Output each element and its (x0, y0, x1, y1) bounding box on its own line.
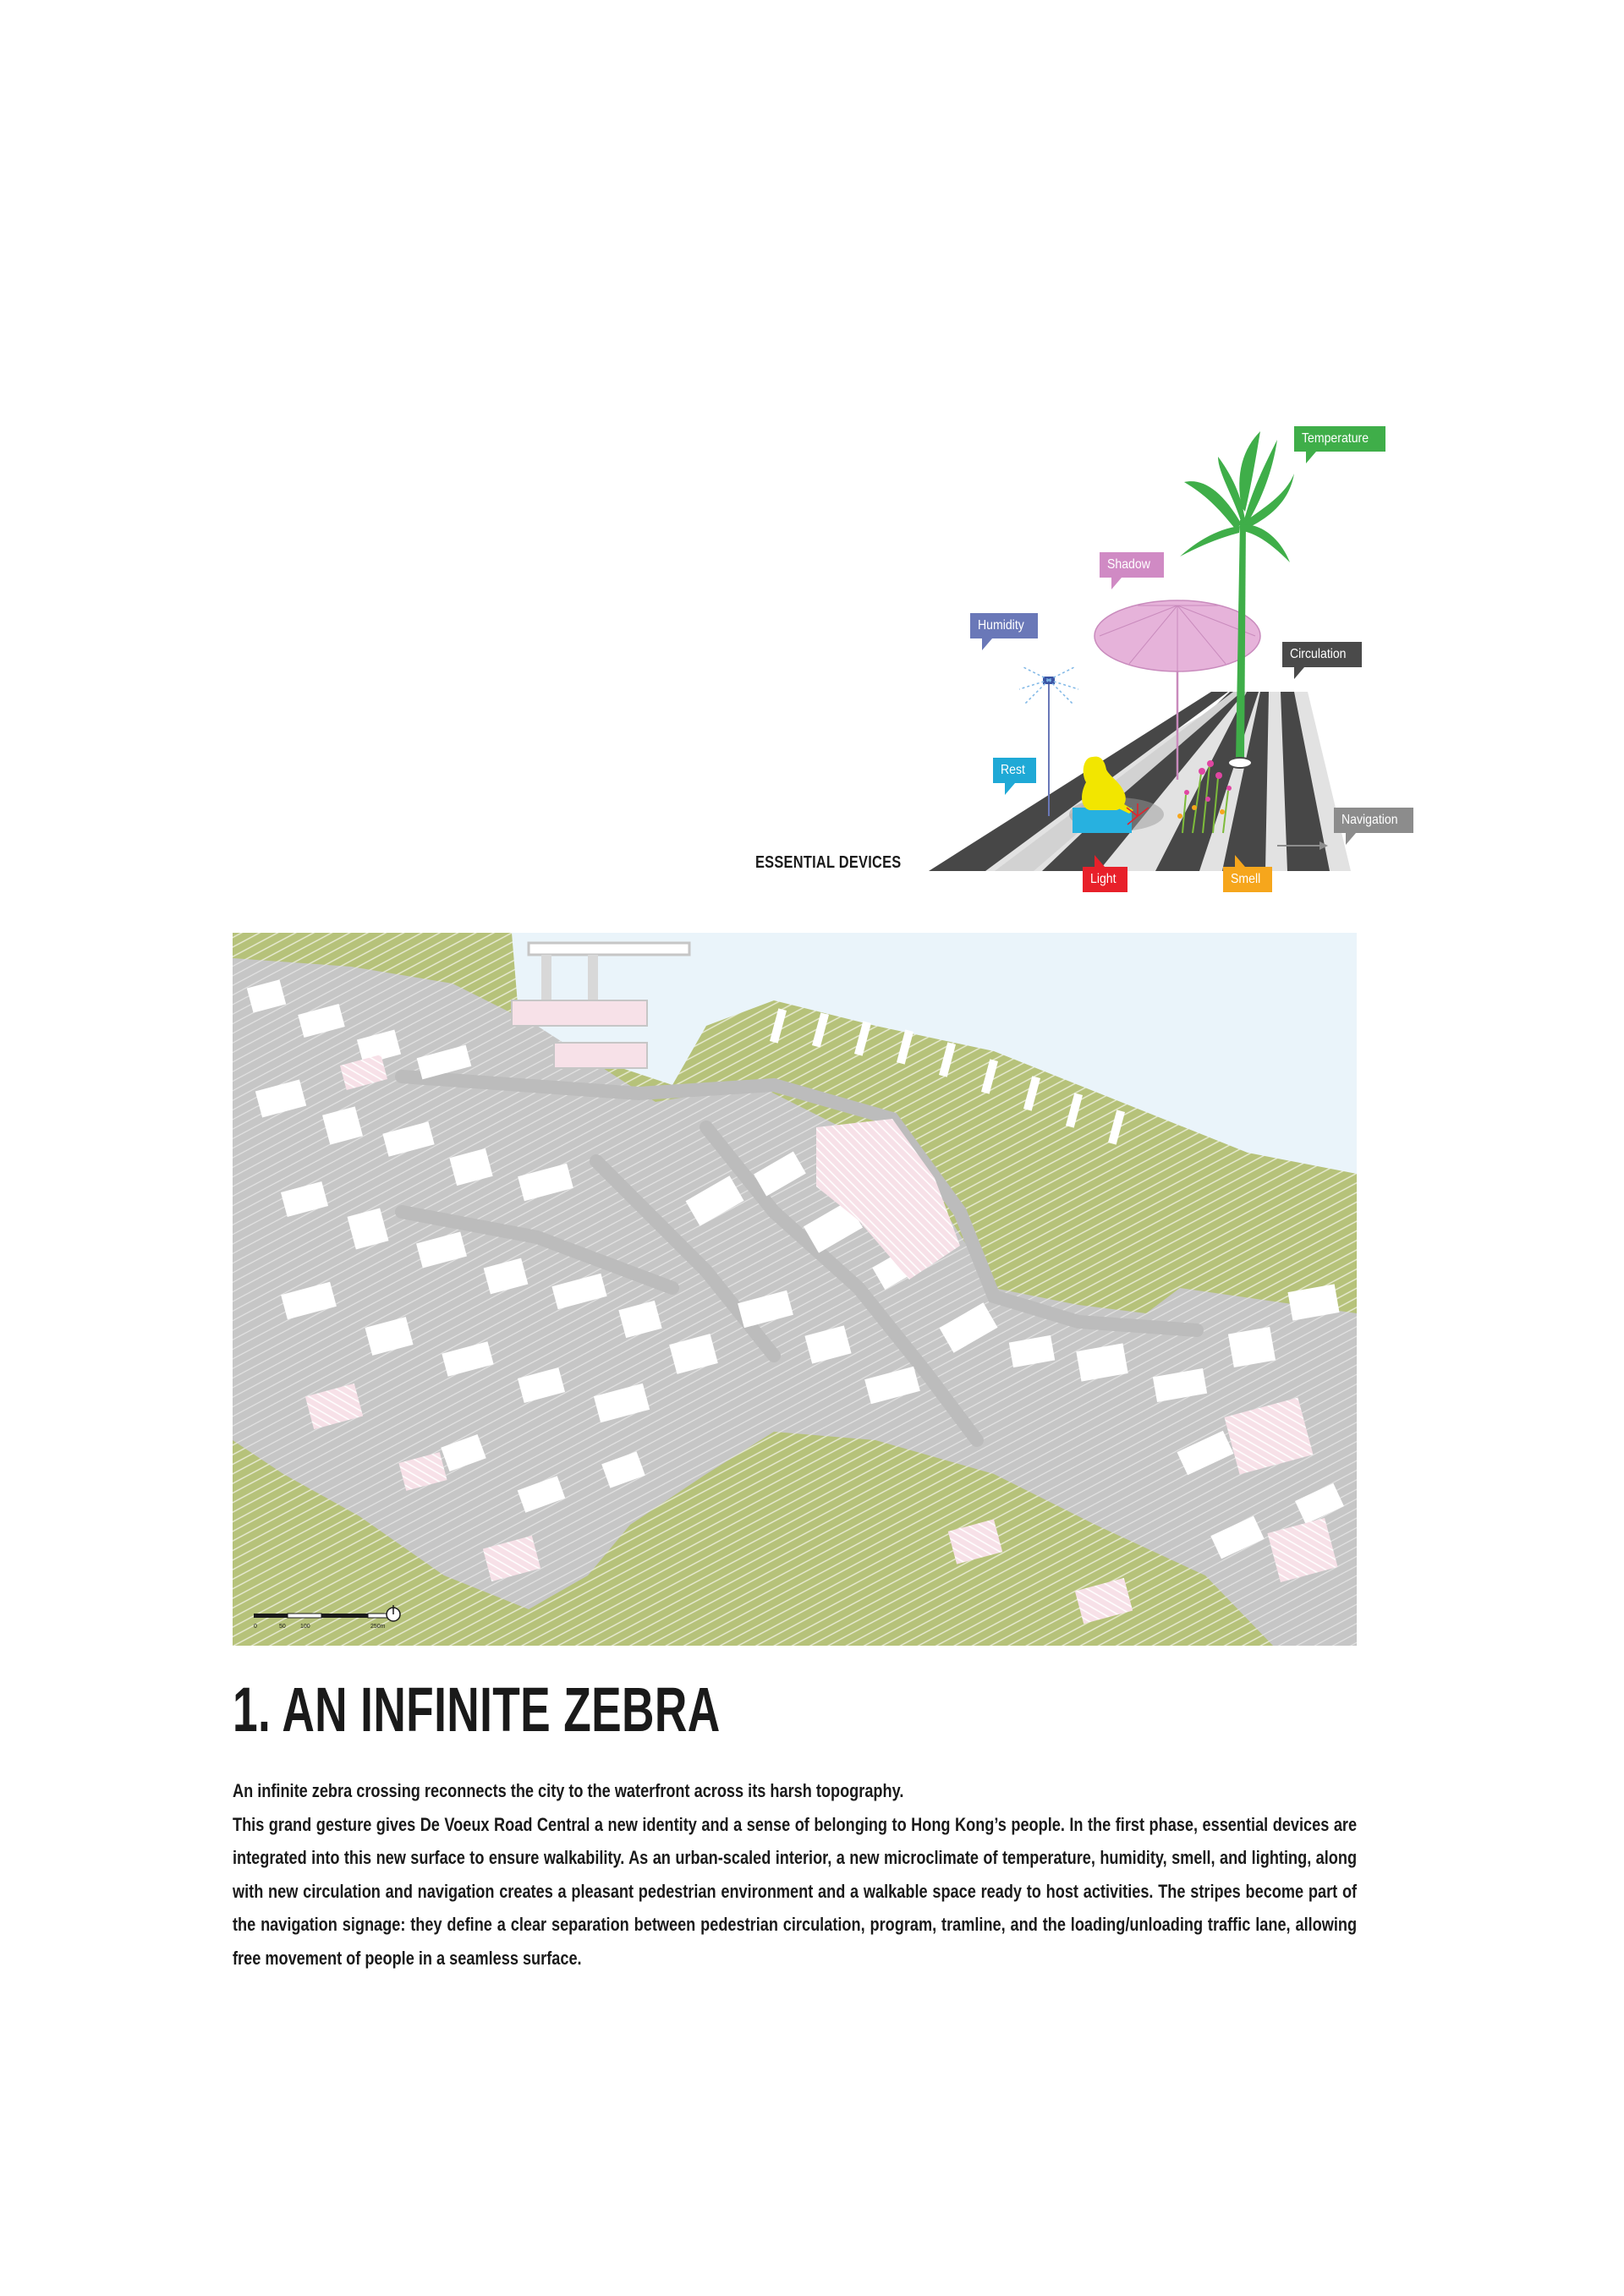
lead-sentence: An infinite zebra crossing reconnects the city to the waterfront across its harsh topography. (233, 1780, 904, 1801)
scale-tick-50: 50 (279, 1624, 286, 1630)
site-map (233, 933, 1357, 1646)
tag-circulation: Circulation (1282, 642, 1362, 667)
essential-devices-diagram (0, 0, 1624, 896)
tag-light: Light (1083, 867, 1127, 892)
tag-humidity: Humidity (970, 613, 1038, 638)
zebra-crossing (929, 692, 1351, 871)
tag-rest: Rest (993, 758, 1036, 783)
scale-tick-100: 100 (300, 1624, 310, 1630)
section-title: 1. AN INFINITE ZEBRA (233, 1674, 721, 1745)
scale-tick-0: 0 (254, 1624, 257, 1630)
section-body (233, 1774, 1357, 1975)
site-map-graphic (233, 933, 1357, 1646)
tag-shadow: Shadow (1100, 552, 1164, 578)
scale-tick-250: 250m (370, 1624, 386, 1630)
tag-smell: Smell (1223, 867, 1272, 892)
tag-temperature: Temperature (1294, 426, 1385, 452)
body-paragraph: This grand gesture gives De Voeux Road Central a new identity and a sense of belonging to Hong Kong’s people. In the first phase, essential devices are integrated into this new surface to ensure walkability. As an urban-scaled interior, a new microclimate of temperature, humidity, smell, and lighting, along with new circulation and navigation creates a pleasant pedestrian environment and a walkable space ready to host activities. The stripes become part of the navigation signage: they define a clear separation between pedestrian circulation, program, tramline, and the loading/unloading traffic lane, allowing free movement of people in a seamless surface. (233, 1813, 1358, 1969)
essential-devices-label: ESSENTIAL DEVICES (755, 853, 902, 872)
tag-navigation: Navigation (1334, 808, 1413, 833)
